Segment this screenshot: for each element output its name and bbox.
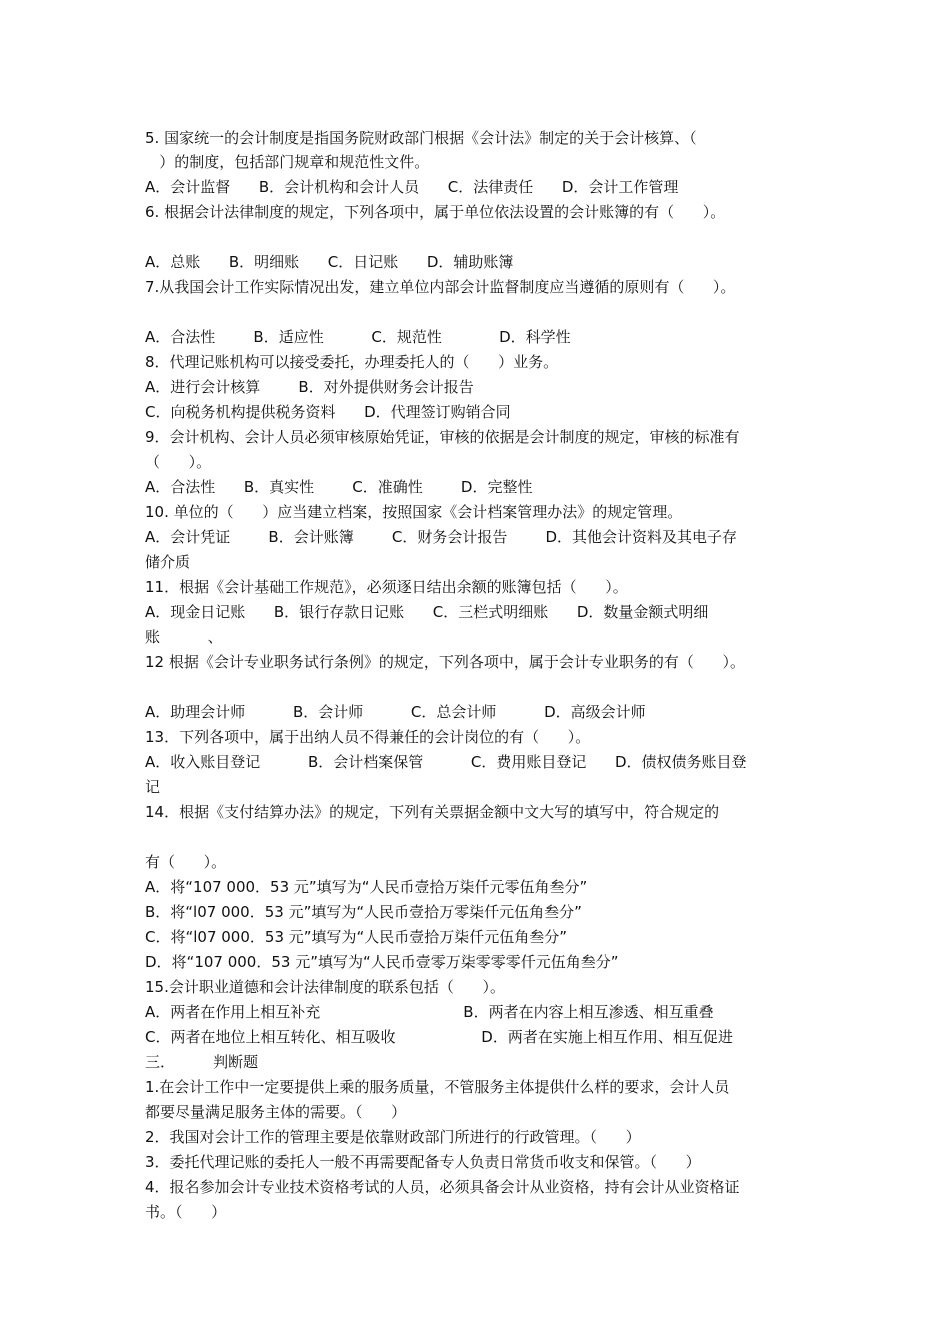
text-line: C．向税务机构提供税务资料 D．代理签订购销合同 — [145, 403, 511, 421]
text-line: A．总账 B．明细账 C．日记账 D．辅助账簿 — [145, 253, 514, 271]
text-line: 9．会计机构、会计人员必须审核原始凭证，审核的依据是会计制度的规定，审核的标准有 — [145, 428, 740, 446]
text-line: 储介质 — [145, 553, 191, 571]
text-line: 账 、 — [145, 628, 223, 646]
text-line: A．合法性 B．真实性 C．准确性 D．完整性 — [145, 478, 533, 496]
text-line: D．将“107 000．53 元”填写为“人民币壹零万柒零零零仟元伍角叁分” — [145, 953, 619, 971]
text-line: 8．代理记账机构可以接受委托，办理委托人的（ ）业务。 — [145, 353, 559, 371]
text-line: A．现金日记账 B．银行存款日记账 C．三栏式明细账 D．数量金额式明细 — [145, 603, 709, 621]
text-line: C．两者在地位上相互转化、相互吸收 D．两者在实施上相互作用、相互促进 — [145, 1028, 733, 1046]
text-line: ）的制度，包括部门规章和规范性文件。 — [145, 153, 430, 171]
text-line: 三． 判断题 — [145, 1053, 259, 1071]
text-line: A．进行会计核算 B．对外提供财务会计报告 — [145, 378, 474, 396]
text-line: 2．我国对会计工作的管理主要是依靠财政部门所进行的行政管理。（ ） — [145, 1128, 641, 1146]
text-line: 13．下列各项中，属于出纳人员不得兼任的会计岗位的有（ ）。 — [145, 728, 591, 746]
text-line: 4．报名参加会计专业技术资格考试的人员，必须具备会计从业资格，持有会计从业资格证 — [145, 1178, 740, 1196]
text-line: A．合法性 B．适应性 C．规范性 D．科学性 — [145, 328, 571, 346]
text-line: 6. 根据会计法律制度的规定，下列各项中，属于单位依法设置的会计账簿的有（ ）。 — [145, 203, 726, 221]
text-line: 有（ ）。 — [145, 853, 227, 871]
text-line: 记 — [145, 778, 161, 796]
text-line: 3．委托代理记账的委托人一般不再需要配备专人负责日常货币收支和保管。（ ） — [145, 1153, 701, 1171]
text-line: 都要尽量满足服务主体的需要。（ ） — [145, 1103, 407, 1121]
text-line: 书。（ ） — [145, 1203, 227, 1221]
text-line: A．助理会计师 B．会计师 C．总会计师 D．高级会计师 — [145, 703, 646, 721]
text-line: 12 根据《会计专业职务试行条例》的规定，下列各项中，属于会计专业职务的有（ ）。 — [145, 653, 745, 671]
text-line: 11．根据《会计基础工作规范》，必须逐日结出余额的账簿包括（ ）。 — [145, 578, 628, 596]
text-line: A．将“107 000．53 元”填写为“人民币壹拾万柒仟元零伍角叁分” — [145, 878, 588, 896]
text-line: 10. 单位的（ ）应当建立档案，按照国家《会计档案管理办法》的规定管理。 — [145, 503, 683, 521]
text-line: C．将“l07 000．53 元”填写为“人民币壹拾万柒仟元伍角叁分” — [145, 928, 568, 946]
text-line: 1.在会计工作中一定要提供上乘的服务质量，不管服务主体提供什么样的要求，会计人员 — [145, 1078, 730, 1096]
text-line: 14．根据《支付结算办法》的规定，下列有关票据金额中文大写的填写中，符合规定的 — [145, 803, 720, 821]
text-line: （ ）。 — [145, 453, 212, 471]
text-line: A．两者在作用上相互补充 B．两者在内容上相互渗透、相互重叠 — [145, 1003, 714, 1021]
text-line: B．将“l07 000．53 元”填写为“人民币壹拾万零柒仟元伍角叁分” — [145, 903, 582, 921]
text-line: A．会计监督 B．会计机构和会计人员 C．法律责任 D．会计工作管理 — [145, 178, 679, 196]
text-line: 7.从我国会计工作实际情况出发，建立单位内部会计监督制度应当遵循的原则有（ ）。 — [145, 278, 736, 296]
text-line: A．会计凭证 B．会计账簿 C．财务会计报告 D．其他会计资料及其电子存 — [145, 528, 738, 546]
text-line: A．收入账目登记 B．会计档案保管 C．费用账目登记 D．债权债务账目登 — [145, 753, 747, 771]
text-line: 5. 国家统一的会计制度是指国务院财政部门根据《会计法》制定的关于会计核算、（ — [145, 129, 697, 147]
text-line: 15.会计职业道德和会计法律制度的联系包括（ ）。 — [145, 978, 505, 996]
